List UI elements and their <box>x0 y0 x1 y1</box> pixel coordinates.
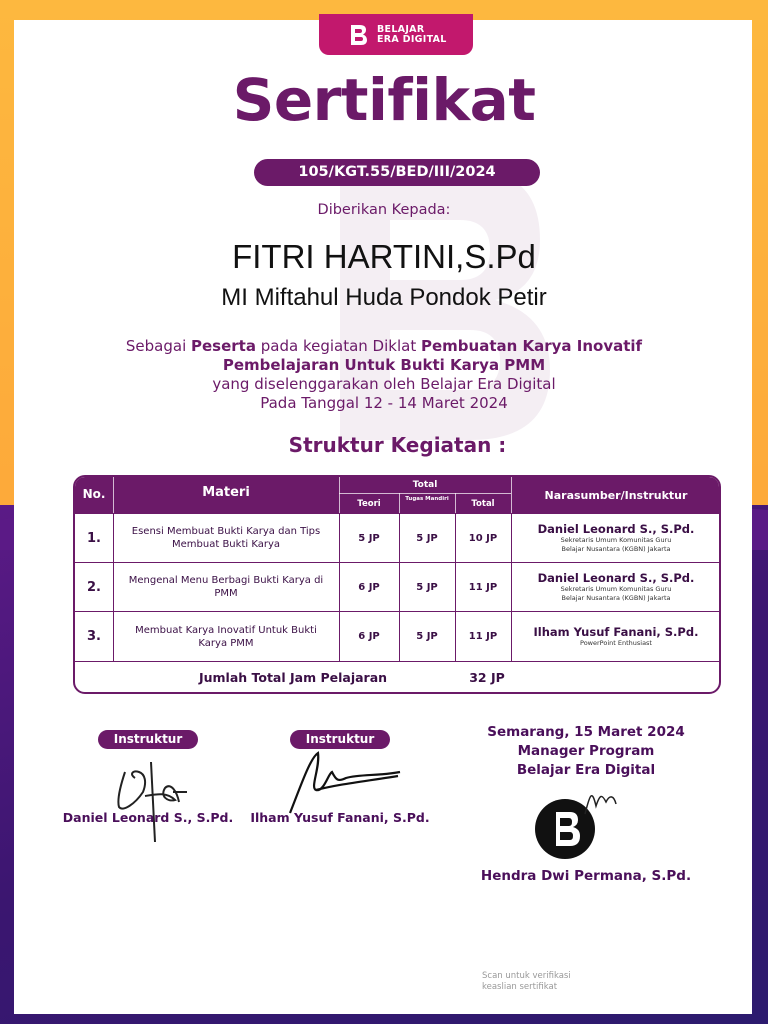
narasumber-name: Ilham Yusuf Fanani, S.Pd. <box>533 625 699 639</box>
table-row <box>75 513 719 562</box>
row-total: 10 JP <box>468 532 498 544</box>
row-total: 11 JP <box>468 631 498 642</box>
brand-b-icon <box>349 24 369 46</box>
manager-org: Belajar Era Digital <box>516 762 656 778</box>
total-row <box>75 661 719 694</box>
instructor2-name: Ilham Yusuf Fanani, S.Pd. <box>250 810 430 825</box>
column-divider <box>113 513 114 661</box>
column-divider <box>399 513 400 661</box>
certificate-description <box>0 337 768 413</box>
desc-middle: pada kegiatan Diklat <box>255 337 421 355</box>
header-total-group: Total <box>412 480 438 490</box>
instructor2-label: Instruktur <box>290 730 390 749</box>
row-materi: Mengenal Menu Berbagi Bukti Karya di PMM <box>128 575 324 599</box>
header-total: Total <box>471 499 495 509</box>
row-narasumber <box>511 563 721 611</box>
certificate-number: 105/KGT.55/BED/III/2024 <box>254 159 540 186</box>
row-narasumber <box>511 612 721 661</box>
header-divider <box>339 493 511 494</box>
header-divider <box>399 493 400 513</box>
instructor1-name: Daniel Leonard S., S.Pd. <box>62 810 234 825</box>
row-tugas: 5 JP <box>416 631 438 642</box>
desc-organizer: yang diselenggarakan oleh Belajar Era Digital <box>212 375 556 393</box>
header-teori: Teori <box>357 499 381 509</box>
narasumber-role: Belajar Nusantara (KGBN) Jakarta <box>561 594 671 602</box>
header-divider <box>511 477 512 513</box>
table-row <box>75 562 719 611</box>
column-divider <box>339 513 340 661</box>
table-row <box>75 611 719 661</box>
desc-course-line2: Pembelajaran Untuk Bukti Karya PMM <box>222 356 546 374</box>
total-value: 32 JP <box>469 670 505 685</box>
recipient-name: FITRI HARTINI,S.Pd <box>232 238 536 275</box>
header-divider <box>113 477 114 513</box>
row-tugas: 5 JP <box>416 581 438 593</box>
row-narasumber <box>511 514 721 562</box>
row-no: 2. <box>87 579 101 595</box>
desc-course-line1: Pembuatan Karya Inovatif <box>420 337 643 355</box>
narasumber-name: Daniel Leonard S., S.Pd. <box>537 522 695 536</box>
header-divider <box>339 477 340 513</box>
narasumber-role: Sekretaris Umum Komunitas Guru <box>560 536 672 544</box>
desc-prefix: Sebagai <box>125 337 192 355</box>
total-label: Jumlah Total Jam Pelajaran <box>198 670 388 685</box>
recipient-school: MI Miftahul Huda Pondok Petir <box>221 284 547 311</box>
row-materi: Membuat Karya Inovatif Untuk Bukti Karya PMM <box>135 624 317 649</box>
row-teori: 6 JP <box>358 631 380 642</box>
row-teori: 6 JP <box>358 581 380 593</box>
scan-note-line1: Scan untuk verifikasi <box>482 971 571 981</box>
brand-logo <box>319 14 473 55</box>
header-materi: Materi <box>202 485 250 500</box>
given-to-label: Diberikan Kepada: <box>317 202 451 218</box>
scan-note <box>482 971 571 993</box>
narasumber-role: PowerPoint Enthusiast <box>580 639 652 647</box>
row-teori: 5 JP <box>358 532 380 544</box>
header-tugas: Tugas Mandiri <box>405 496 449 502</box>
structure-table <box>73 475 721 694</box>
place-date: Semarang, 15 Maret 2024 <box>487 724 685 740</box>
brand-line1: BELAJAR <box>377 23 425 35</box>
manager-block <box>466 723 706 780</box>
header-divider <box>455 493 456 513</box>
row-total: 11 JP <box>468 581 498 593</box>
header-no: No. <box>82 487 106 501</box>
column-divider <box>511 513 512 661</box>
narasumber-name: Daniel Leonard S., S.Pd. <box>537 571 695 585</box>
certificate-title: Sertifikat <box>232 66 536 134</box>
instructor1-label: Instruktur <box>98 730 198 749</box>
desc-role: Peserta <box>191 337 256 355</box>
manager-stamp-signature-icon <box>530 784 630 864</box>
brand-line2: ERA DIGITAL <box>377 33 447 45</box>
narasumber-role: Belajar Nusantara (KGBN) Jakarta <box>561 545 671 553</box>
table-header <box>75 477 719 513</box>
header-narasumber: Narasumber/Instruktur <box>544 489 688 502</box>
brand-name <box>377 25 447 45</box>
row-no: 3. <box>87 629 101 644</box>
row-materi: Esensi Membuat Bukti Karya dan Tips Membuat Bukti Karya <box>131 526 321 550</box>
scan-note-line2: keaslian sertifikat <box>482 982 558 992</box>
instructor1-signature-icon <box>105 752 190 847</box>
manager-position: Manager Program <box>517 743 655 759</box>
desc-date: Pada Tanggal 12 - 14 Maret 2024 <box>260 394 508 412</box>
structure-title: Struktur Kegiatan : <box>288 433 507 457</box>
row-tugas: 5 JP <box>416 532 438 544</box>
manager-name: Hendra Dwi Permana, S.Pd. <box>480 868 692 884</box>
row-no: 1. <box>87 530 101 546</box>
instructor2-signature-icon <box>280 748 420 818</box>
column-divider <box>455 513 456 661</box>
narasumber-role: Sekretaris Umum Komunitas Guru <box>560 585 672 593</box>
